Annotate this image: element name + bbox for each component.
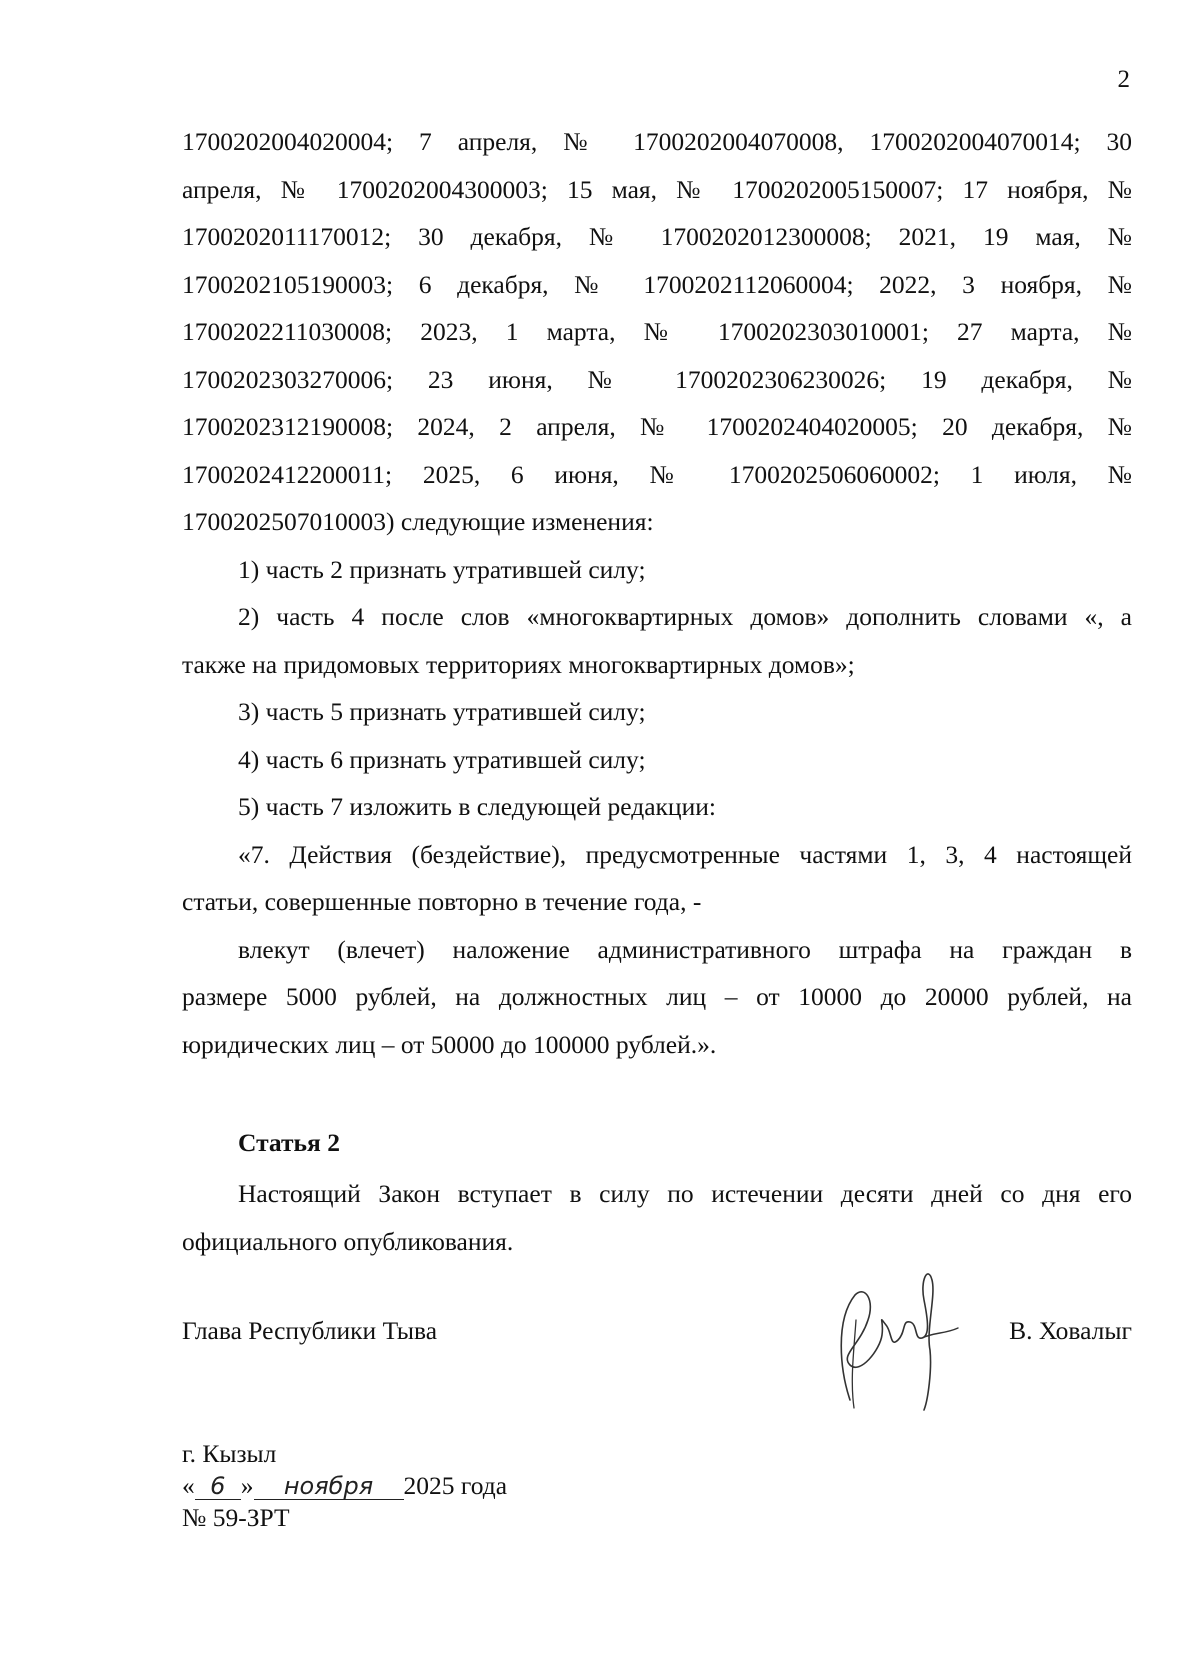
text-line: 1700202105190003; 6 декабря, № 1700202112060004; 2022, 3 ноября, № <box>182 269 1132 299</box>
penalty-text: влекут (влечет) наложение административного штрафа на граждан в <box>238 934 1132 964</box>
text-line: 1700202303270006; 23 июня, № 1700202306230026; 19 декабря, № <box>182 364 1132 394</box>
text-line: 1700202004020004; 7 апреля, № 1700202004070008, 1700202004070014; 30 <box>182 127 1132 156</box>
date-day-handwritten: 6 <box>195 1473 241 1500</box>
date-open-quote: « <box>182 1471 195 1500</box>
place-date-number <box>182 1438 507 1534</box>
amendment-item-3: 3) часть 5 признать утратившей силу; <box>238 697 646 726</box>
signatory-name: В. Ховалыг <box>1009 1316 1132 1345</box>
date-line <box>182 1470 507 1502</box>
law-number: № 59-ЗРТ <box>182 1503 290 1532</box>
page-number: 2 <box>1117 66 1130 93</box>
penalty-text-cont: размере 5000 рублей, на должностных лиц – от 10000 до 20000 рублей, на <box>182 982 1132 1011</box>
article-2-heading: Статья 2 <box>238 1128 340 1157</box>
city-line: г. Кызыл <box>182 1439 277 1468</box>
amendment-item-4: 4) часть 6 признать утратившей силу; <box>238 744 646 774</box>
article-2-text <box>182 1170 1132 1265</box>
date-close-quote: » <box>240 1471 254 1500</box>
handwritten-signature <box>820 1260 970 1420</box>
quoted-part-7-cont: статьи, совершенные повторно в течение года, - <box>182 887 702 916</box>
date-year: 2025 года <box>403 1471 508 1500</box>
signatory-position: Глава Республики Тыва <box>182 1316 438 1345</box>
amendment-item-1: 1) часть 2 признать утратившей силу; <box>238 554 646 584</box>
amendment-item-5: 5) часть 7 изложить в следующей редакции: <box>238 792 716 821</box>
article-2-line: Настоящий Закон вступает в силу по истечении десяти дней со дня его <box>238 1179 1132 1208</box>
article1-continuation <box>182 118 1132 1068</box>
text-line: апреля, № 1700202004300003; 15 мая, № 1700202005150007; 17 ноября, № <box>182 174 1132 204</box>
amendment-item-2: 2) часть 4 после слов «многоквартирных домов» дополнить словами «, а <box>238 602 1132 631</box>
text-line: 1700202211030008; 2023, 1 марта, № 1700202303010001; 27 марта, № <box>182 317 1132 346</box>
quoted-part-7: «7. Действия (бездействие), предусмотренные частями 1, 3, 4 настоящей <box>238 839 1132 869</box>
text-line: 1700202011170012; 30 декабря, № 1700202012300008; 2021, 19 мая, № <box>182 222 1132 251</box>
text-line: 1700202507010003) следующие изменения: <box>182 507 654 536</box>
text-line: 1700202312190008; 2024, 2 апреля, № 1700202404020005; 20 декабря, № <box>182 412 1132 441</box>
article-2-line: официального опубликования. <box>182 1226 514 1256</box>
date-month-handwritten: ноября <box>254 1473 404 1500</box>
text-line: 1700202412200011; 2025, 6 июня, № 1700202506060002; 1 июля, № <box>182 459 1132 489</box>
amendment-item-2-cont: также на придомовых территориях многоквартирных домов»; <box>182 649 855 679</box>
penalty-text-cont: юридических лиц – от 50000 до 100000 рублей.». <box>182 1029 717 1059</box>
